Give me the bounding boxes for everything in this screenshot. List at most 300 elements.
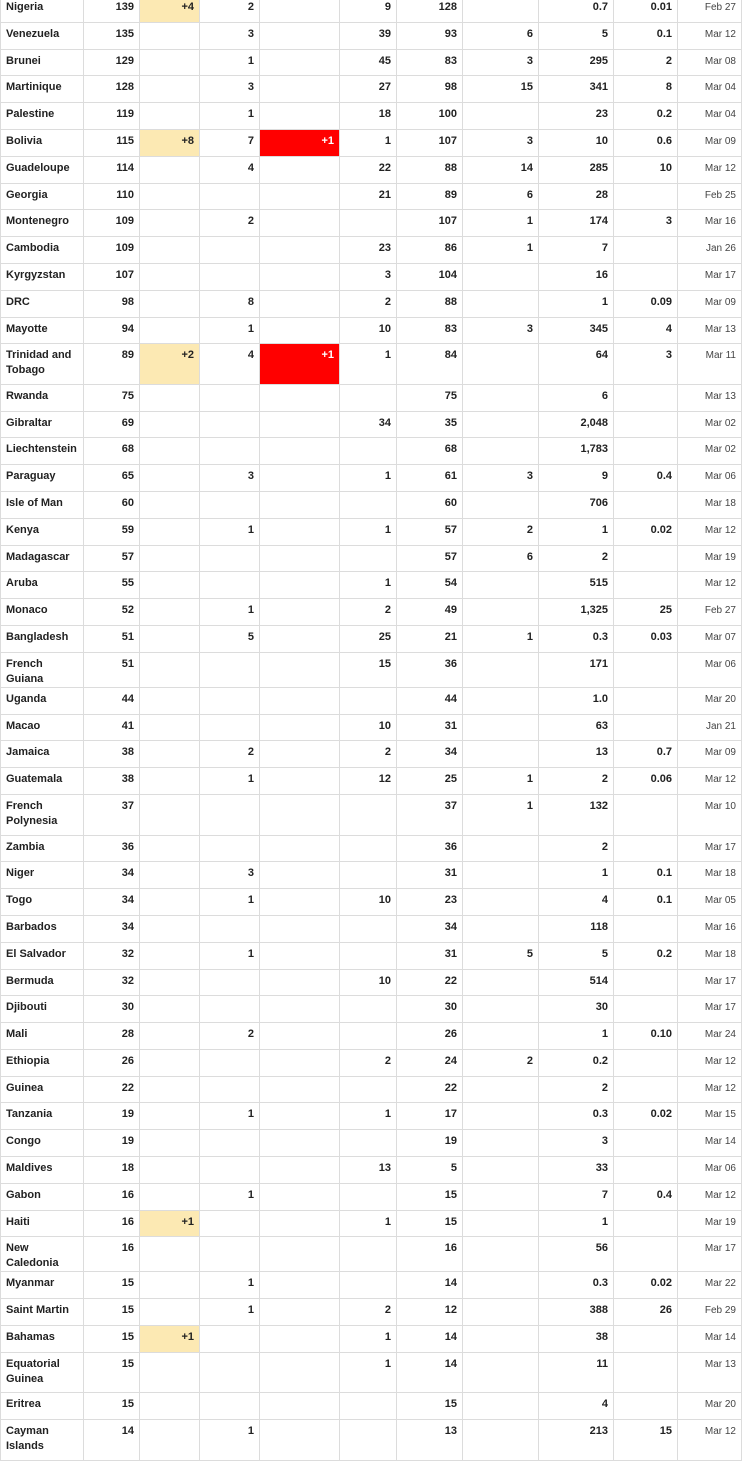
- active-cases-cell: 100: [397, 103, 463, 130]
- total-recovered-cell: 2: [340, 290, 397, 317]
- new-deaths-cell: [260, 183, 340, 210]
- new-cases-cell: [140, 518, 200, 545]
- serious-critical-cell: [463, 1237, 539, 1272]
- deaths-per-million-cell: 0.03: [614, 626, 678, 653]
- total-recovered-cell: 12: [340, 768, 397, 795]
- deaths-per-million-cell: [614, 1049, 678, 1076]
- total-recovered-cell: 10: [340, 969, 397, 996]
- total-cases-cell: 60: [84, 492, 140, 519]
- table-row: [1, 687, 742, 714]
- total-deaths-cell: [200, 714, 260, 741]
- serious-critical-cell: [463, 1210, 539, 1237]
- active-cases-cell: 16: [397, 1237, 463, 1272]
- serious-critical-cell: 14: [463, 156, 539, 183]
- total-cases-cell: 110: [84, 183, 140, 210]
- first-case-date-cell: Mar 05: [678, 889, 742, 916]
- first-case-date-cell: Mar 09: [678, 741, 742, 768]
- new-cases-cell: [140, 862, 200, 889]
- country-cell: Madagascar: [1, 545, 84, 572]
- new-cases-cell: [140, 835, 200, 862]
- new-deaths-cell: [260, 22, 340, 49]
- new-cases-cell: [140, 263, 200, 290]
- active-cases-cell: 26: [397, 1023, 463, 1050]
- total-recovered-cell: 15: [340, 652, 397, 687]
- total-deaths-cell: [200, 687, 260, 714]
- new-deaths-cell: [260, 384, 340, 411]
- first-case-date-cell: Jan 26: [678, 237, 742, 264]
- serious-critical-cell: 3: [463, 317, 539, 344]
- deaths-per-million-cell: [614, 545, 678, 572]
- total-cases-cell: 37: [84, 795, 140, 836]
- new-cases-cell: [140, 237, 200, 264]
- total-deaths-cell: 3: [200, 465, 260, 492]
- new-cases-cell: [140, 1049, 200, 1076]
- new-cases-cell: [140, 572, 200, 599]
- total-deaths-cell: [200, 835, 260, 862]
- total-recovered-cell: 1: [340, 518, 397, 545]
- new-cases-cell: [140, 741, 200, 768]
- total-deaths-cell: 1: [200, 1103, 260, 1130]
- serious-critical-cell: [463, 969, 539, 996]
- table-row: [1, 1183, 742, 1210]
- first-case-date-cell: Mar 12: [678, 22, 742, 49]
- first-case-date-cell: Mar 06: [678, 652, 742, 687]
- active-cases-cell: 12: [397, 1299, 463, 1326]
- new-cases-cell: [140, 1352, 200, 1393]
- active-cases-cell: 36: [397, 652, 463, 687]
- country-cell: DRC: [1, 290, 84, 317]
- country-cell: Bahamas: [1, 1326, 84, 1353]
- new-deaths-cell: [260, 545, 340, 572]
- first-case-date-cell: Mar 20: [678, 687, 742, 714]
- country-cell: Zambia: [1, 835, 84, 862]
- total-deaths-cell: 1: [200, 103, 260, 130]
- serious-critical-cell: [463, 915, 539, 942]
- first-case-date-cell: Mar 12: [678, 1076, 742, 1103]
- total-recovered-cell: 21: [340, 183, 397, 210]
- deaths-per-million-cell: 0.7: [614, 741, 678, 768]
- total-cases-cell: 128: [84, 76, 140, 103]
- active-cases-cell: 24: [397, 1049, 463, 1076]
- cases-per-million-cell: 1.0: [539, 687, 614, 714]
- total-recovered-cell: [340, 1393, 397, 1420]
- new-deaths-cell: [260, 1183, 340, 1210]
- active-cases-cell: 17: [397, 1103, 463, 1130]
- country-cell: Gibraltar: [1, 411, 84, 438]
- active-cases-cell: 83: [397, 49, 463, 76]
- cases-per-million-cell: 2: [539, 835, 614, 862]
- total-deaths-cell: [200, 795, 260, 836]
- serious-critical-cell: [463, 492, 539, 519]
- deaths-per-million-cell: [614, 996, 678, 1023]
- new-cases-cell: [140, 996, 200, 1023]
- total-deaths-cell: [200, 1076, 260, 1103]
- first-case-date-cell: Mar 06: [678, 1157, 742, 1184]
- first-case-date-cell: Mar 12: [678, 1420, 742, 1461]
- country-cell: Brunei: [1, 49, 84, 76]
- total-recovered-cell: 25: [340, 626, 397, 653]
- deaths-per-million-cell: [614, 687, 678, 714]
- deaths-per-million-cell: [614, 1393, 678, 1420]
- serious-critical-cell: 5: [463, 942, 539, 969]
- cases-per-million-cell: 0.3: [539, 1103, 614, 1130]
- total-deaths-cell: 1: [200, 889, 260, 916]
- active-cases-cell: 86: [397, 237, 463, 264]
- cases-per-million-cell: 1,325: [539, 599, 614, 626]
- country-cell: Mayotte: [1, 317, 84, 344]
- table-row: [1, 76, 742, 103]
- country-cell: Macao: [1, 714, 84, 741]
- table-row: [1, 969, 742, 996]
- total-cases-cell: 59: [84, 518, 140, 545]
- table-row: [1, 626, 742, 653]
- first-case-date-cell: Mar 22: [678, 1272, 742, 1299]
- new-deaths-cell: [260, 942, 340, 969]
- serious-critical-cell: [463, 1076, 539, 1103]
- serious-critical-cell: 15: [463, 76, 539, 103]
- total-recovered-cell: [340, 996, 397, 1023]
- first-case-date-cell: Mar 02: [678, 411, 742, 438]
- cases-per-million-cell: 0.2: [539, 1049, 614, 1076]
- deaths-per-million-cell: [614, 492, 678, 519]
- country-cell: Rwanda: [1, 384, 84, 411]
- first-case-date-cell: Mar 12: [678, 572, 742, 599]
- first-case-date-cell: Mar 12: [678, 1049, 742, 1076]
- total-deaths-cell: 3: [200, 76, 260, 103]
- new-deaths-cell: [260, 465, 340, 492]
- deaths-per-million-cell: 0.02: [614, 1272, 678, 1299]
- total-deaths-cell: 1: [200, 1420, 260, 1461]
- table-row: [1, 344, 742, 385]
- new-cases-cell: +4: [140, 0, 200, 22]
- cases-per-million-cell: 213: [539, 1420, 614, 1461]
- first-case-date-cell: Mar 17: [678, 996, 742, 1023]
- deaths-per-million-cell: [614, 835, 678, 862]
- new-deaths-cell: [260, 714, 340, 741]
- first-case-date-cell: Mar 07: [678, 626, 742, 653]
- table-row: [1, 22, 742, 49]
- total-recovered-cell: [340, 795, 397, 836]
- total-recovered-cell: 1: [340, 572, 397, 599]
- cases-per-million-cell: 174: [539, 210, 614, 237]
- table-row: [1, 996, 742, 1023]
- total-recovered-cell: 1: [340, 1210, 397, 1237]
- first-case-date-cell: Feb 25: [678, 183, 742, 210]
- new-deaths-cell: [260, 1076, 340, 1103]
- new-deaths-cell: [260, 969, 340, 996]
- new-cases-cell: [140, 714, 200, 741]
- total-recovered-cell: [340, 492, 397, 519]
- total-recovered-cell: [340, 1023, 397, 1050]
- new-deaths-cell: [260, 996, 340, 1023]
- cases-per-million-cell: 56: [539, 1237, 614, 1272]
- table-row: [1, 741, 742, 768]
- first-case-date-cell: Mar 12: [678, 156, 742, 183]
- total-deaths-cell: [200, 545, 260, 572]
- active-cases-cell: 25: [397, 768, 463, 795]
- cases-per-million-cell: 6: [539, 384, 614, 411]
- total-recovered-cell: 39: [340, 22, 397, 49]
- serious-critical-cell: 6: [463, 183, 539, 210]
- serious-critical-cell: [463, 1103, 539, 1130]
- total-recovered-cell: 1: [340, 344, 397, 385]
- serious-critical-cell: 2: [463, 1049, 539, 1076]
- deaths-per-million-cell: 0.09: [614, 290, 678, 317]
- deaths-per-million-cell: 0.2: [614, 103, 678, 130]
- total-cases-cell: 57: [84, 545, 140, 572]
- table-row: [1, 0, 742, 22]
- cases-per-million-cell: 706: [539, 492, 614, 519]
- cases-per-million-cell: 1: [539, 1023, 614, 1050]
- total-deaths-cell: 1: [200, 1272, 260, 1299]
- new-cases-cell: [140, 915, 200, 942]
- new-cases-cell: [140, 652, 200, 687]
- active-cases-cell: 54: [397, 572, 463, 599]
- serious-critical-cell: [463, 889, 539, 916]
- total-recovered-cell: [340, 1130, 397, 1157]
- total-recovered-cell: 9: [340, 0, 397, 22]
- total-deaths-cell: [200, 996, 260, 1023]
- total-recovered-cell: 27: [340, 76, 397, 103]
- total-recovered-cell: [340, 862, 397, 889]
- table-row: [1, 438, 742, 465]
- total-deaths-cell: [200, 1130, 260, 1157]
- new-deaths-cell: [260, 572, 340, 599]
- total-deaths-cell: 1: [200, 1299, 260, 1326]
- total-cases-cell: 109: [84, 210, 140, 237]
- first-case-date-cell: Mar 08: [678, 49, 742, 76]
- total-recovered-cell: [340, 438, 397, 465]
- first-case-date-cell: Mar 24: [678, 1023, 742, 1050]
- active-cases-cell: 128: [397, 0, 463, 22]
- country-cell: Guadeloupe: [1, 156, 84, 183]
- new-deaths-cell: [260, 889, 340, 916]
- new-deaths-cell: [260, 741, 340, 768]
- total-recovered-cell: [340, 1272, 397, 1299]
- first-case-date-cell: Mar 13: [678, 317, 742, 344]
- total-cases-cell: 28: [84, 1023, 140, 1050]
- new-cases-cell: [140, 103, 200, 130]
- active-cases-cell: 31: [397, 714, 463, 741]
- new-deaths-cell: [260, 599, 340, 626]
- total-cases-cell: 55: [84, 572, 140, 599]
- new-deaths-cell: [260, 1023, 340, 1050]
- new-deaths-cell: [260, 915, 340, 942]
- serious-critical-cell: 1: [463, 626, 539, 653]
- total-cases-cell: 52: [84, 599, 140, 626]
- active-cases-cell: 34: [397, 741, 463, 768]
- active-cases-cell: 107: [397, 210, 463, 237]
- cases-per-million-cell: 171: [539, 652, 614, 687]
- total-cases-cell: 94: [84, 317, 140, 344]
- new-cases-cell: [140, 317, 200, 344]
- serious-critical-cell: [463, 714, 539, 741]
- deaths-per-million-cell: [614, 572, 678, 599]
- first-case-date-cell: Mar 17: [678, 263, 742, 290]
- cases-per-million-cell: 2,048: [539, 411, 614, 438]
- total-recovered-cell: 3: [340, 263, 397, 290]
- total-deaths-cell: 1: [200, 768, 260, 795]
- deaths-per-million-cell: [614, 1352, 678, 1393]
- first-case-date-cell: Mar 19: [678, 1210, 742, 1237]
- serious-critical-cell: [463, 1299, 539, 1326]
- new-cases-cell: [140, 465, 200, 492]
- total-cases-cell: 135: [84, 22, 140, 49]
- cases-per-million-cell: 2: [539, 1076, 614, 1103]
- table-row: [1, 103, 742, 130]
- new-cases-cell: [140, 545, 200, 572]
- table-row: [1, 263, 742, 290]
- total-deaths-cell: [200, 969, 260, 996]
- active-cases-cell: 104: [397, 263, 463, 290]
- new-cases-cell: +8: [140, 129, 200, 156]
- first-case-date-cell: Mar 16: [678, 210, 742, 237]
- active-cases-cell: 98: [397, 76, 463, 103]
- first-case-date-cell: Mar 02: [678, 438, 742, 465]
- cases-per-million-cell: 10: [539, 129, 614, 156]
- cases-per-million-cell: 388: [539, 1299, 614, 1326]
- total-cases-cell: 19: [84, 1130, 140, 1157]
- new-cases-cell: [140, 1183, 200, 1210]
- cases-per-million-cell: 33: [539, 1157, 614, 1184]
- deaths-per-million-cell: 0.10: [614, 1023, 678, 1050]
- serious-critical-cell: [463, 1130, 539, 1157]
- serious-critical-cell: 1: [463, 210, 539, 237]
- total-cases-cell: 89: [84, 344, 140, 385]
- cases-per-million-cell: 1,783: [539, 438, 614, 465]
- serious-critical-cell: [463, 741, 539, 768]
- cases-per-million-cell: 0.3: [539, 1272, 614, 1299]
- total-cases-cell: 38: [84, 768, 140, 795]
- serious-critical-cell: 2: [463, 518, 539, 545]
- active-cases-cell: 15: [397, 1183, 463, 1210]
- country-cell: Congo: [1, 1130, 84, 1157]
- country-cell: Cambodia: [1, 237, 84, 264]
- first-case-date-cell: Mar 12: [678, 1183, 742, 1210]
- country-cell: Gabon: [1, 1183, 84, 1210]
- total-deaths-cell: 2: [200, 741, 260, 768]
- active-cases-cell: 19: [397, 1130, 463, 1157]
- total-deaths-cell: 1: [200, 518, 260, 545]
- first-case-date-cell: Feb 29: [678, 1299, 742, 1326]
- cases-per-million-cell: 4: [539, 1393, 614, 1420]
- table-row: [1, 1299, 742, 1326]
- total-deaths-cell: [200, 183, 260, 210]
- active-cases-cell: 57: [397, 545, 463, 572]
- table-body: [1, 0, 742, 1460]
- serious-critical-cell: [463, 384, 539, 411]
- new-deaths-cell: [260, 438, 340, 465]
- first-case-date-cell: Mar 10: [678, 795, 742, 836]
- table-row: [1, 1352, 742, 1393]
- total-cases-cell: 15: [84, 1272, 140, 1299]
- total-recovered-cell: [340, 1237, 397, 1272]
- new-cases-cell: [140, 492, 200, 519]
- deaths-per-million-cell: [614, 438, 678, 465]
- table-row: [1, 1393, 742, 1420]
- new-cases-cell: [140, 22, 200, 49]
- deaths-per-million-cell: [614, 384, 678, 411]
- cases-per-million-cell: 345: [539, 317, 614, 344]
- new-deaths-cell: [260, 156, 340, 183]
- active-cases-cell: 83: [397, 317, 463, 344]
- first-case-date-cell: Mar 14: [678, 1130, 742, 1157]
- cases-per-million-cell: 0.7: [539, 0, 614, 22]
- cases-per-million-cell: 30: [539, 996, 614, 1023]
- total-cases-cell: 26: [84, 1049, 140, 1076]
- new-cases-cell: [140, 1130, 200, 1157]
- total-deaths-cell: 4: [200, 344, 260, 385]
- country-cell: Guatemala: [1, 768, 84, 795]
- country-cell: Guinea: [1, 1076, 84, 1103]
- total-recovered-cell: 23: [340, 237, 397, 264]
- deaths-per-million-cell: [614, 411, 678, 438]
- active-cases-cell: 57: [397, 518, 463, 545]
- active-cases-cell: 31: [397, 862, 463, 889]
- country-cell: Bermuda: [1, 969, 84, 996]
- total-recovered-cell: 1: [340, 1326, 397, 1353]
- country-cell: Monaco: [1, 599, 84, 626]
- deaths-per-million-cell: 0.2: [614, 942, 678, 969]
- deaths-per-million-cell: [614, 1130, 678, 1157]
- total-cases-cell: 34: [84, 915, 140, 942]
- active-cases-cell: 93: [397, 22, 463, 49]
- new-cases-cell: +1: [140, 1210, 200, 1237]
- new-cases-cell: [140, 1103, 200, 1130]
- total-recovered-cell: 1: [340, 129, 397, 156]
- new-cases-cell: [140, 1420, 200, 1461]
- total-recovered-cell: 1: [340, 1103, 397, 1130]
- cases-per-million-cell: 9: [539, 465, 614, 492]
- total-deaths-cell: [200, 1326, 260, 1353]
- first-case-date-cell: Mar 04: [678, 103, 742, 130]
- serious-critical-cell: [463, 1272, 539, 1299]
- serious-critical-cell: 6: [463, 545, 539, 572]
- deaths-per-million-cell: 10: [614, 156, 678, 183]
- serious-critical-cell: 3: [463, 49, 539, 76]
- new-cases-cell: [140, 942, 200, 969]
- active-cases-cell: 49: [397, 599, 463, 626]
- new-deaths-cell: [260, 411, 340, 438]
- table-row: [1, 862, 742, 889]
- total-deaths-cell: 1: [200, 317, 260, 344]
- cases-per-million-cell: 16: [539, 263, 614, 290]
- new-deaths-cell: [260, 518, 340, 545]
- active-cases-cell: 14: [397, 1352, 463, 1393]
- new-cases-cell: [140, 1393, 200, 1420]
- table-row: [1, 1049, 742, 1076]
- deaths-per-million-cell: 0.6: [614, 129, 678, 156]
- table-row: [1, 1157, 742, 1184]
- table-row: [1, 49, 742, 76]
- deaths-per-million-cell: 0.02: [614, 1103, 678, 1130]
- deaths-per-million-cell: 0.1: [614, 22, 678, 49]
- active-cases-cell: 75: [397, 384, 463, 411]
- total-deaths-cell: [200, 492, 260, 519]
- new-cases-cell: [140, 1076, 200, 1103]
- active-cases-cell: 15: [397, 1210, 463, 1237]
- serious-critical-cell: 3: [463, 465, 539, 492]
- total-recovered-cell: 2: [340, 741, 397, 768]
- table-row: [1, 237, 742, 264]
- deaths-per-million-cell: 3: [614, 344, 678, 385]
- cases-per-million-cell: 1: [539, 862, 614, 889]
- active-cases-cell: 44: [397, 687, 463, 714]
- new-cases-cell: [140, 969, 200, 996]
- new-cases-cell: [140, 1157, 200, 1184]
- new-cases-cell: [140, 768, 200, 795]
- deaths-per-million-cell: [614, 1076, 678, 1103]
